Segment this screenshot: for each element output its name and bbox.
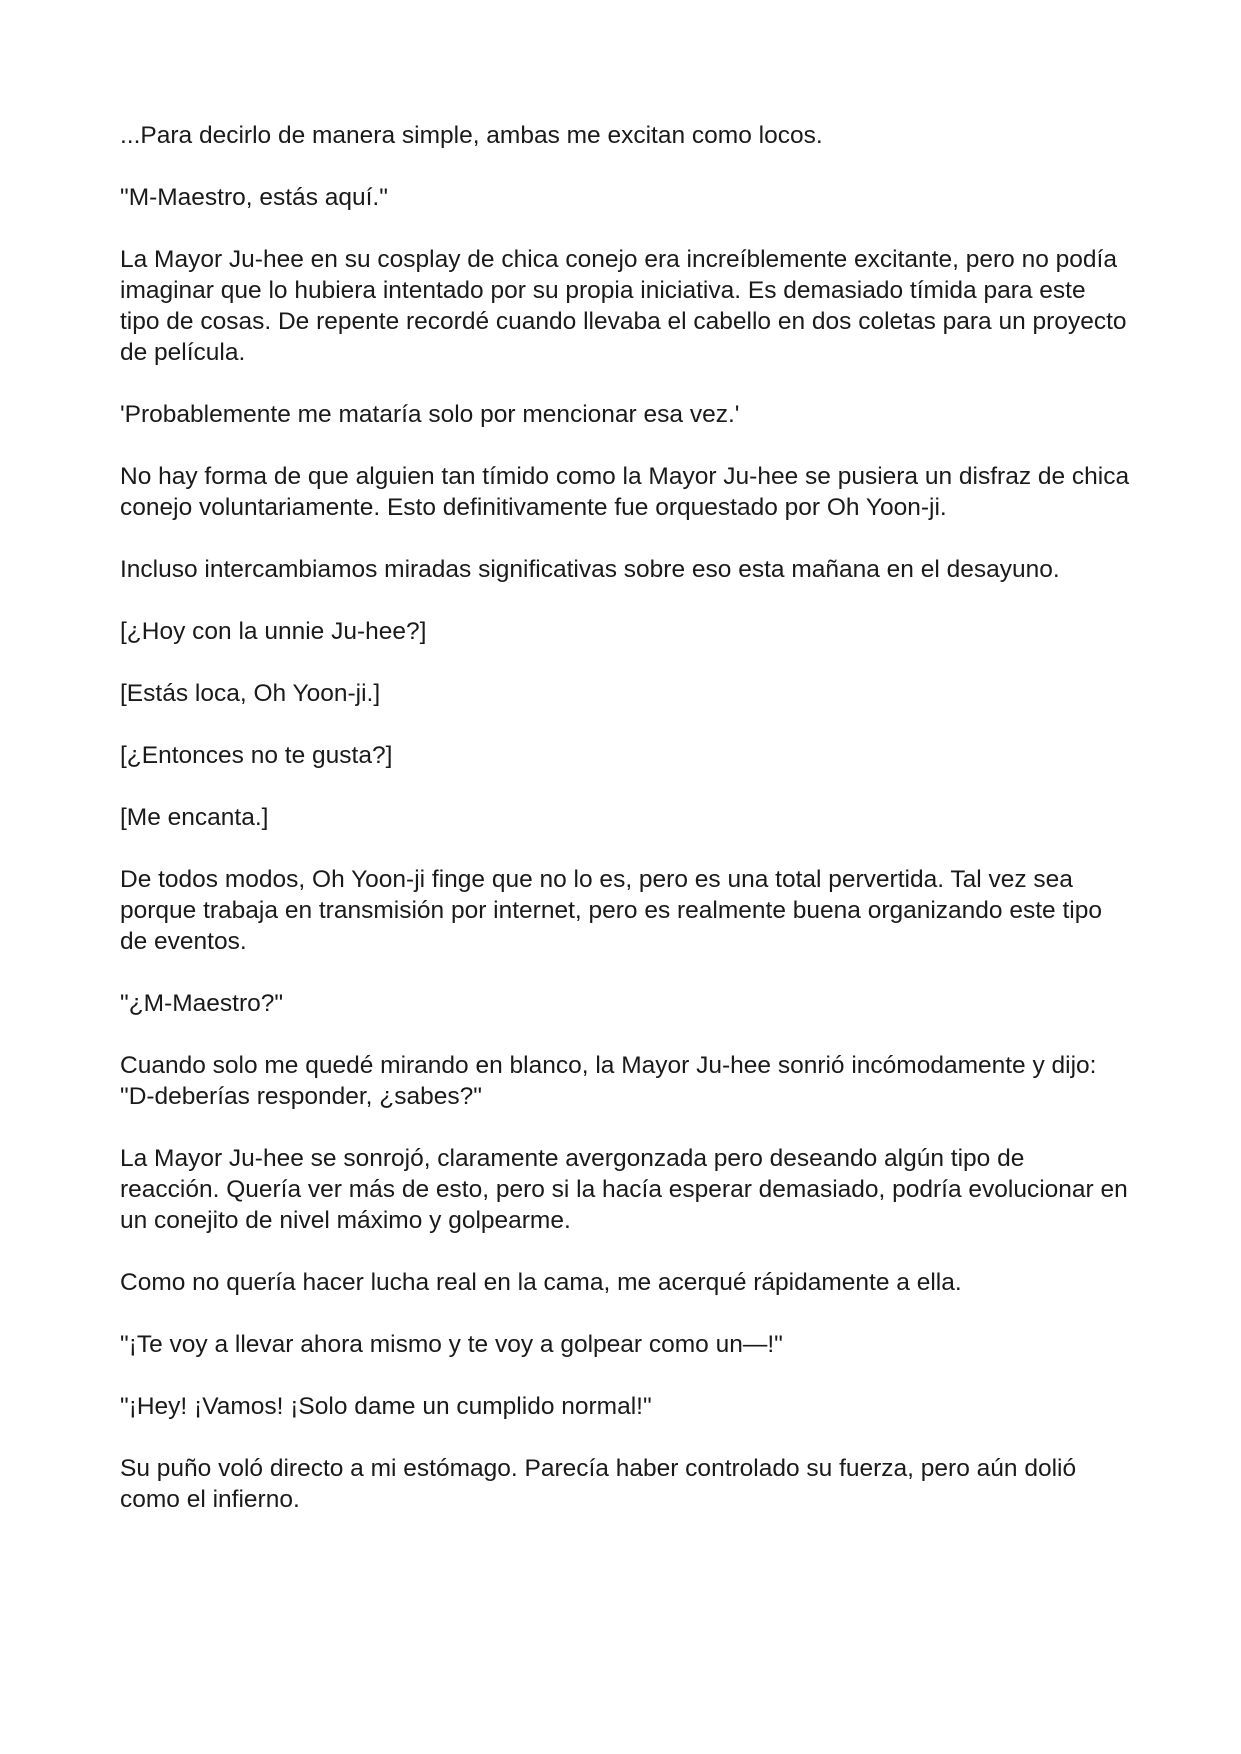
paragraph: Su puño voló directo a mi estómago. Parecía haber controlado su fuerza, pero aún dolió como el infierno.: [120, 1455, 1077, 1513]
dialogue-line: "¡Hey! ¡Vamos! ¡Solo dame un cumplido normal!": [120, 1393, 652, 1420]
message-line: [¿Entonces no te gusta?]: [120, 742, 393, 769]
paragraph: ...Para decirlo de manera simple, ambas me excitan como locos.: [120, 122, 823, 149]
dialogue-line: "M-Maestro, estás aquí.": [120, 184, 388, 211]
paragraph: No hay forma de que alguien tan tímido como la Mayor Ju-hee se pusiera un disfraz de chica conejo voluntariamente. Esto definitivamente fue orquestado por Oh Yoon-ji.: [120, 463, 1130, 521]
thought-line: 'Probablemente me mataría solo por mencionar esa vez.': [120, 401, 740, 428]
paragraph: Como no quería hacer lucha real en la cama, me acerqué rápidamente a ella.: [120, 1269, 962, 1296]
paragraph: Incluso intercambiamos miradas significativas sobre eso esta mañana en el desayuno.: [120, 556, 1060, 583]
document-body: [120, 120, 1130, 1546]
dialogue-line: "¡Te voy a llevar ahora mismo y te voy a golpear como un—!": [120, 1331, 783, 1358]
paragraph: Cuando solo me quedé mirando en blanco, la Mayor Ju-hee sonrió incómodamente y dijo: "D-deberías responder, ¿sabes?": [120, 1052, 1097, 1110]
dialogue-line: "¿M-Maestro?": [120, 990, 284, 1017]
paragraph: La Mayor Ju-hee se sonrojó, claramente avergonzada pero deseando algún tipo de reacción. Quería ver más de esto, pero si la hacía esperar demasiado, podría evolucionar en un conejito de nivel máximo y golpearme.: [120, 1145, 1128, 1234]
message-line: [¿Hoy con la unnie Ju-hee?]: [120, 618, 427, 645]
message-line: [Estás loca, Oh Yoon-ji.]: [120, 680, 381, 707]
paragraph: La Mayor Ju-hee en su cosplay de chica conejo era increíblemente excitante, pero no podía imaginar que lo hubiera intentado por su propia iniciativa. Es demasiado tímida para este tipo de cosas. De repente recordé cuando llevaba el cabello en dos coletas para un proyecto de película.: [120, 246, 1127, 366]
paragraph: De todos modos, Oh Yoon-ji finge que no lo es, pero es una total pervertida. Tal vez sea porque trabaja en transmisión por internet, pero es realmente buena organizando este tipo de eventos.: [120, 866, 1102, 955]
message-line: [Me encanta.]: [120, 804, 269, 831]
